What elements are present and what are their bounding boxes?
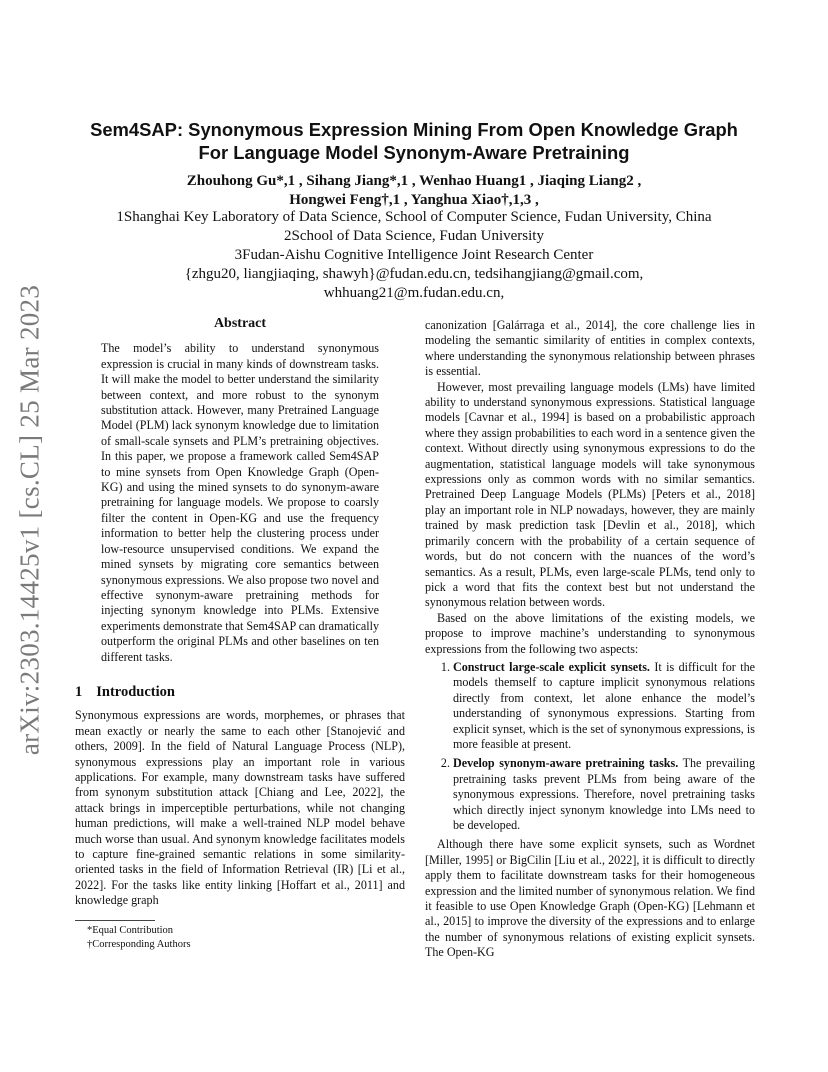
footnote-corresponding-authors: †Corresponding Authors — [87, 939, 191, 950]
list-item — [453, 660, 755, 752]
aspect-list — [425, 660, 755, 833]
list-item-bold: Develop synonym-aware pretraining tasks. — [453, 756, 679, 771]
footnotes — [75, 920, 405, 952]
footnote-equal-contribution: *Equal Contribution — [87, 925, 174, 936]
list-item-text: It is difficult for the models themself to capture implicit synonymous relations directly from context, let alone enhance the model’s understanding of synonymous expressions. Starting from explicit synset, which is the set of synonymous expressions, is more feasible at present. — [453, 659, 756, 751]
section-title: Introduction — [96, 683, 175, 700]
abstract-heading: Abstract — [213, 316, 267, 331]
affiliations — [80, 208, 748, 303]
affiliation-2: 2School of Data Science, Fudan University — [284, 228, 544, 244]
arxiv-stamp-text: arXiv:2303.14425v1 [cs.CL] 25 Mar 2023 — [14, 284, 45, 756]
intro-paragraph-4: Based on the above limitations of the existing models, we propose to improve machine’s understanding to synonymous expressions from the following two aspects: — [425, 610, 755, 656]
paper-title: Sem4SAP: Synonymous Expression Mining From Open Knowledge Graph For Language Model Synonym-Aware Pretraining — [90, 119, 738, 163]
section-number: 1 — [75, 683, 83, 700]
list-item — [453, 756, 755, 833]
arxiv-stamp — [10, 280, 50, 760]
section-heading-introduction — [75, 685, 405, 700]
authors-line-2: Hongwei Feng†,1 , Yanghua Xiao†,1,3 , — [289, 192, 539, 208]
emails-line-1: {zhgu20, liangjiaqing, shawyh}@fudan.edu.cn, tedsihangjiang@gmail.com, — [184, 266, 644, 282]
footnote-divider — [75, 920, 155, 921]
emails-line-2: whhuang21@m.fudan.edu.cn, — [323, 285, 505, 301]
intro-paragraph-1: Synonymous expressions are words, morphemes, or phrases that mean exactly or nearly the same to each other [Stanojević and others, 2009]. In the field of Natural Language Process (NLP), synonymous expressions play an important role in various applications. For example, many downstream tasks have suffered from synonym substitution attack [Chiang and Lee, 2022], the attack brings in imperceptible perturbations, while not changing human predictions, will make a well-trained NLP model behave much worse than usual. And synonym knowledge facilitates models to capture fine-grained semantic relations in some similarity-oriented tasks in the field of Information Retrieval (IR) [Li et al., 2022]. For the tasks like entity linking [Hoffart et al., 2011] and knowledge graph — [75, 708, 405, 908]
left-column — [75, 316, 405, 909]
list-item-text: The prevailing pretraining tasks prevent PLMs from being aware of the synonymous expressions. Therefore, novel pretraining tasks which directly inject synonym knowledge into LMs need to be developed. — [453, 756, 755, 832]
affiliation-3: 3Fudan-Aishu Cognitive Intelligence Joint Research Center — [234, 247, 594, 263]
intro-paragraph-5: Although there have some explicit synsets, such as Wordnet [Miller, 1995] or BigCilin [Liu et al., 2022], it is difficult to directly apply them to facilitate downstream tasks for their homogeneous expression and the limited number of synonymous relation. We find it feasible to use Open Knowledge Graph (Open-KG) [Lehmann et al., 2015] to improve the diversity of the expressions and to enlarge the number of synonymous relations of existing explicit synsets. The Open-KG — [425, 837, 755, 960]
authors-line-1: Zhouhong Gu*,1 , Sihang Jiang*,1 , Wenhao Huang1 , Jiaqing Liang2 , — [186, 173, 642, 189]
abstract-text: The model’s ability to understand synonymous expression is crucial in many kinds of downstream tasks. It will make the model to better understand the similarity between context, and more robust to the synonym substitution attack. However, many Pretrained Language Model (PLM) lack synonym knowledge due to limitation of small-scale synsets and PLM’s pretraining objectives. In this paper, we propose a framework called Sem4SAP to mine synsets from Open Knowledge Graph (Open-KG) and using the mined synsets to do synonym-aware pretraining for language models. We propose to coarsly filter the content in Open-KG and use the frequency information to better help the clustering process under low-resource unsupervised conditions. We expand the mined synsets by migrating core semantics between synonymous expressions. We also propose two novel and effective synonym-aware pretraining methods for injecting synonym knowledge into PLMs. Extensive experiments demonstrate that Sem4SAP can dramatically outperform the original PLMs and other baselines on ten different tasks. — [101, 341, 379, 664]
list-item-bold: Construct large-scale explicit synsets. — [453, 659, 650, 674]
right-column — [425, 318, 755, 961]
author-list — [80, 172, 748, 210]
intro-paragraph-2: canonization [Galárraga et al., 2014], the core challenge lies in modeling the semantic similarity of entities in complex contexts, where understanding the synonymous relationship between phrases is essential. — [425, 318, 755, 379]
intro-paragraph-3: However, most prevailing language models (LMs) have limited ability to understand synonymous expressions. Statistical language models [Cavnar et al., 1994] is based on a probabilistic approach where they assign probabilities to each word in a sentence given the context. Without directly using synonymous expressions to do the augmentation, statistical language models will take synonymous expressions only as common words with no similar semantics. Pretrained Deep Language Models (PLMs) [Peters et al., 2018] play an important role in NLP nowadays, however, they are mainly trained by mask prediction task [Devlin et al., 2018], which primarily concern with the probability of a certain sequence of words, but do not concern with the nuances of the word’s semantics. As a result, PLMs, even large-scale PLMs, tend only to pick a word that fits the context best but not understand the synonymous relation between words. — [425, 379, 755, 610]
affiliation-1: 1Shanghai Key Laboratory of Data Science, School of Computer Science, Fudan University, China — [116, 209, 712, 225]
